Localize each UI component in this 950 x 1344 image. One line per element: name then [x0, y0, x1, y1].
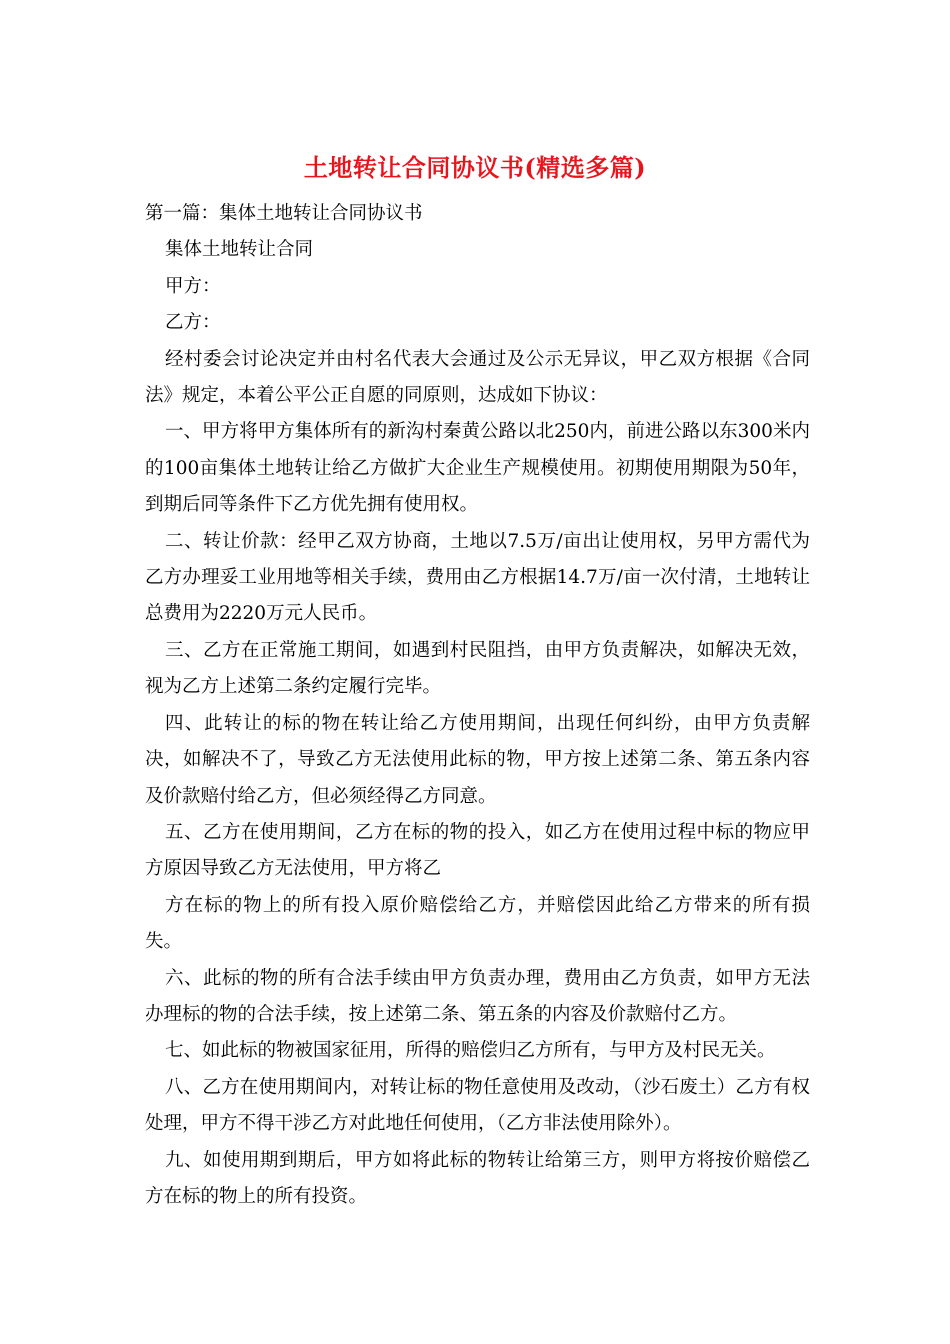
- document-body: [145, 196, 810, 1215]
- paragraph: 九、如使用期到期后，甲方如将此标的物转让给第三方，则甲方将按价赔偿乙方在标的物上的所有投资。: [145, 1149, 810, 1207]
- paragraph: 六、此标的物的所有合法手续由甲方负责办理，费用由乙方负责，如甲方无法办理标的物的合法手续，按上述第二条、第五条的内容及价款赔付乙方。: [145, 967, 810, 1025]
- paragraph: 二、转让价款：经甲乙双方协商，土地以7.5万/亩出让使用权，另甲方需代为乙方办理妥工业用地等相关手续，费用由乙方根据14.7万/亩一次付清，土地转让总费用为2220万元人民币。: [145, 530, 810, 625]
- paragraph: 一、甲方将甲方集体所有的新沟村秦黄公路以北250内，前进公路以东300米内的100亩集体土地转让给乙方做扩大企业生产规模使用。初期使用期限为50年，到期后同等条件下乙方优先拥有使用权。: [145, 421, 810, 516]
- paragraph: 七、如此标的物被国家征用，所得的赔偿归乙方所有，与甲方及村民无关。: [165, 1040, 776, 1062]
- paragraph: 经村委会讨论决定并由村名代表大会通过及公示无异议，甲乙双方根据《合同法》规定，本着公平公正自愿的同原则，达成如下协议：: [145, 348, 810, 407]
- paragraph: 四、此转让的标的物在转让给乙方使用期间，出现任何纠纷，由甲方负责解决，如解决不了，导致乙方无法使用此标的物，甲方按上述第二条、第五条内容及价款赔付给乙方，但必须经得乙方同意。: [145, 712, 810, 807]
- paragraph: 甲方：: [165, 275, 221, 297]
- document-title: 土地转让合同协议书(精选多篇): [303, 153, 647, 182]
- paragraph: 八、乙方在使用期间内，对转让标的物任意使用及改动，（沙石废土）乙方有权处理，甲方不得干涉乙方对此地任何使用，（乙方非法使用除外）。: [145, 1076, 810, 1135]
- paragraph: 三、乙方在正常施工期间，如遇到村民阻挡，由甲方负责解决，如解决无效，视为乙方上述第二条约定履行完毕。: [145, 639, 810, 698]
- paragraph: 方在标的物上的所有投入原价赔偿给乙方，并赔偿因此给乙方带来的所有损失。: [145, 894, 810, 953]
- paragraph: 乙方：: [165, 312, 221, 334]
- paragraph: 五、乙方在使用期间，乙方在标的物的投入，如乙方在使用过程中标的物应甲方原因导致乙方无法使用，甲方将乙: [145, 821, 810, 880]
- section-heading: 第一篇：集体土地转让合同协议书: [145, 203, 423, 224]
- paragraph: 集体土地转让合同: [165, 239, 314, 261]
